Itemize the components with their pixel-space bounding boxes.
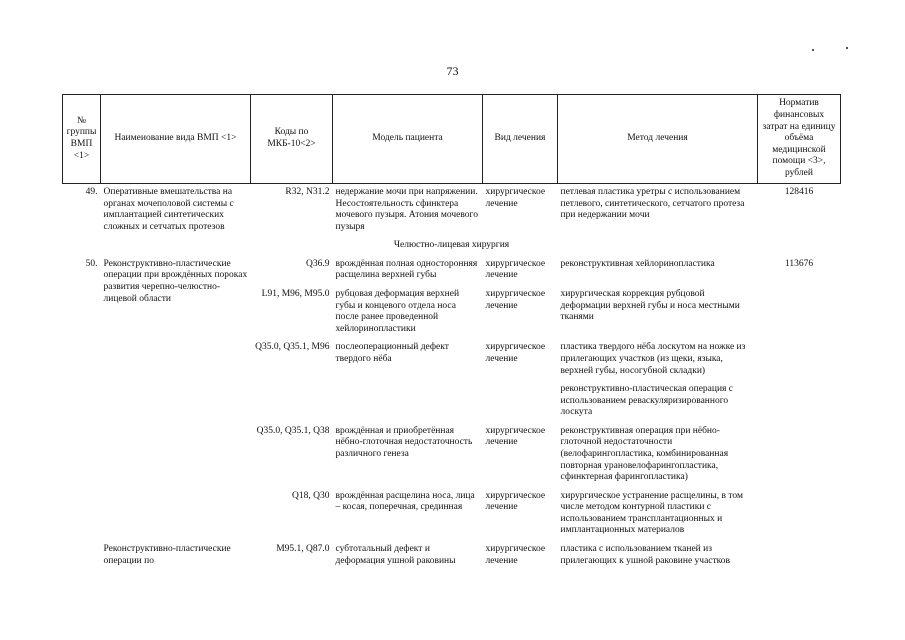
treatment-type: хирургическое лечение (485, 544, 546, 566)
vmp-name: Реконструктивно-пластические операции при врождённых пороках развития черепно-челюстно-лицевой области (103, 258, 248, 304)
treatment-type: хирургическое лечение (485, 425, 546, 448)
patient-model: врождённая и приобретённая нёбно-глоточная недостаточность различного генеза (335, 425, 473, 459)
group-number: 49. (85, 187, 98, 197)
group-number: 50. (85, 258, 98, 269)
patient-model: врождённая расщелина носа, лица – косая, поперечная, срединная (335, 490, 475, 513)
treatment-type (483, 383, 558, 425)
scan-speck (812, 49, 814, 51)
group-number (63, 543, 101, 573)
section-title: Челюстно-лицевая хирургия (393, 240, 510, 251)
treatment-method: реконструктивно-пластическая операция с использованием реваскуляризированного лоскута (560, 384, 734, 418)
icd-codes: Q18, Q30 (292, 490, 330, 501)
table-row (63, 184, 841, 240)
table-header-row (63, 95, 841, 184)
cost-norm: 113676 (784, 258, 814, 269)
icd-codes: R32, N31.2 (285, 187, 330, 197)
scan-speck (846, 47, 848, 49)
vmp-name: Реконструктивно-пластические операции по (103, 544, 231, 566)
treatment-type: хирургическое лечение (485, 258, 546, 281)
treatment-method: пластика с использованием тканей из прилегающих к ушной раковине участков (560, 544, 731, 566)
table-row (63, 543, 841, 573)
header-icd-codes: Коды по МКБ-10<2> (251, 95, 333, 184)
section-row (63, 239, 841, 258)
icd-codes: M95.1, Q87.0 (276, 544, 330, 555)
cost-norm: 128416 (784, 187, 814, 197)
page-number: 73 (446, 64, 459, 78)
treatment-type: хирургическое лечение (485, 490, 546, 513)
patient-model: врождённая полная односторонняя расщелина верхней губы (335, 258, 478, 281)
icd-codes (251, 383, 333, 425)
header-treatment-method: Метод лечения (558, 95, 758, 184)
patient-model: недержание мочи при напряжении. Несостоятельность сфинктера мочевого пузыря. Атония мочевого пузыря (335, 187, 478, 232)
treatment-method: хирургическое устранение расщелины, в том числе методом контурной пластики с использованием трансплантационных и имплантационных материалов (560, 490, 743, 536)
treatment-method: пластика твердого нёба лоскутом на ножке из прилегающих участков (из щеки, языка, верхней губы, носогубной складки) (560, 342, 746, 376)
treatment-method: петлевая пластика уретры с использованием петлевого, синтетического, сетчатого протеза при недержании мочи (560, 187, 745, 221)
icd-codes: L91, M96, M95.0 (261, 289, 330, 300)
cost-norm (758, 543, 841, 573)
treatment-type: хирургическое лечение (485, 289, 546, 311)
vmp-name: Оперативные вмешательства на органах мочеполовой системы с имплантацией синтетических сложных и сетчатых протезов (103, 187, 234, 232)
table-row (63, 258, 841, 288)
icd-codes: Q35.0, Q35.1, Q38 (256, 425, 330, 436)
icd-codes: Q35.0, Q35.1, M96 (255, 342, 330, 353)
header-patient-model: Модель пациента (333, 95, 483, 184)
header-cost-norm: Норматив финансовых затрат на единицу объёма медицинской помощи <3>, рублей (758, 95, 841, 184)
treatment-type: хирургическое лечение (485, 342, 546, 364)
vmp-table (62, 94, 841, 573)
treatment-method: реконструктивная операция при нёбно-глоточной недостаточности (велофарингопластика, комбинированная повторная урановелофарингопластика, сфинктерная фарингопластика) (560, 425, 729, 483)
patient-model: послеоперационный дефект твердого нёба (335, 342, 449, 364)
icd-codes: Q36.9 (306, 258, 330, 269)
patient-model: субтотальный дефект и деформация ушной раковины (335, 544, 456, 566)
header-group-number: № группы ВМП <1> (63, 95, 101, 184)
treatment-method: реконструктивная хейлоринопластика (560, 258, 715, 269)
header-treatment-type: Вид лечения (483, 95, 558, 184)
patient-model (333, 383, 483, 425)
treatment-method: хирургическая коррекция рубцовой деформации верхней губы и носа местными тканями (560, 289, 740, 323)
treatment-type: хирургическое лечение (485, 187, 546, 209)
patient-model: рубцовая деформация верхней губы и концевого отдела носа после ранее проведенной хейлоринопластики (335, 289, 460, 334)
header-vmp-name: Наимеиование вида ВМП <1> (101, 95, 251, 184)
